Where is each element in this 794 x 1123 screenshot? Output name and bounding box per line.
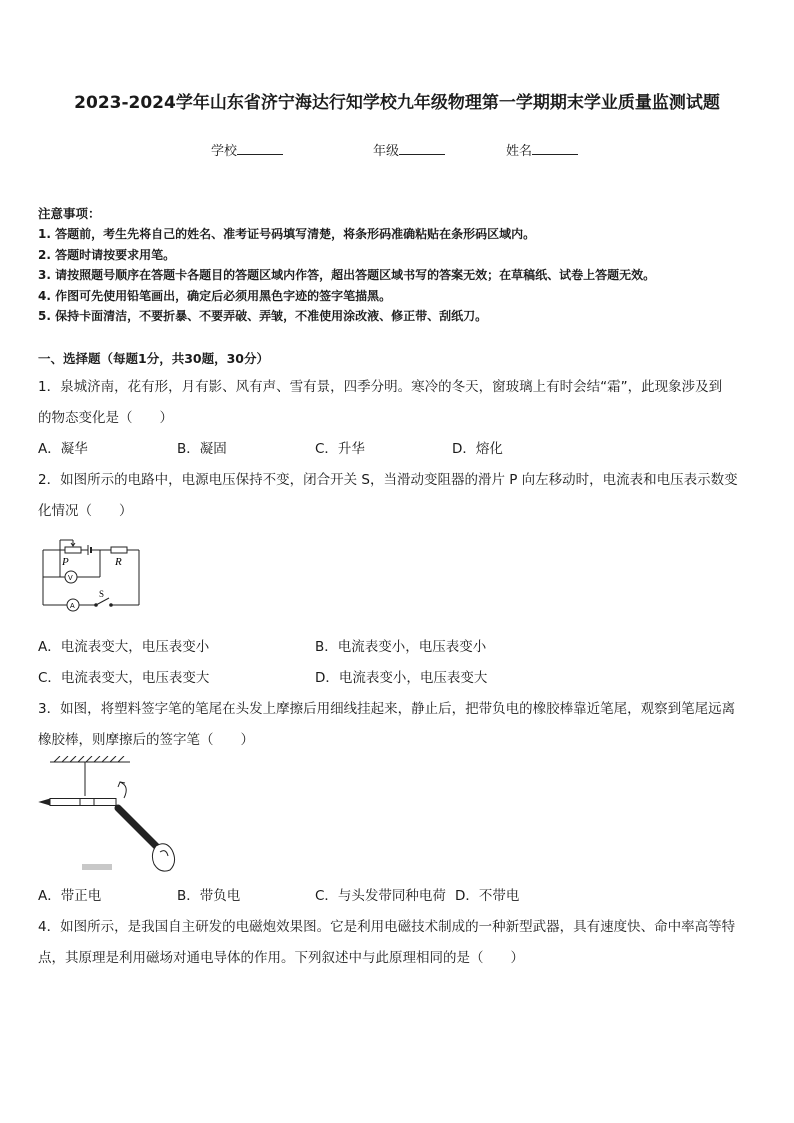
label-s: S bbox=[99, 589, 105, 599]
question-2-option-d[interactable]: D．电流表变小，电压表变大 bbox=[315, 670, 488, 686]
question-2-option-a[interactable]: A．电流表变大，电压表变小 bbox=[38, 639, 210, 655]
rubber-rod-icon bbox=[118, 808, 160, 850]
question-3-option-b[interactable]: B．带负电 bbox=[177, 888, 241, 904]
label-r: R bbox=[115, 556, 122, 568]
name-label: 姓名 bbox=[506, 144, 533, 159]
circuit-diagram bbox=[38, 532, 144, 612]
question-2-stem: 2．如图所示的电路中，电源电压保持不变，闭合开关 S，当滑动变阻器的滑片 P 向左移动时，电流表和电压表示数变 bbox=[38, 472, 738, 488]
question-3-stem: 3．如图，将塑料签字笔的笔尾在头发上摩擦后用细线挂起来，静止后，把带负电的橡胶棒靠近笔尾，观察到笔尾远离 bbox=[38, 701, 736, 717]
question-4-stem: 4．如图所示，是我国自主研发的电磁炮效果图。它是利用电磁技术制成的一种新型武器，具有速度快、命中率高等特 bbox=[38, 919, 736, 935]
question-1-option-c[interactable]: C．升华 bbox=[315, 441, 365, 457]
label-v: V bbox=[68, 575, 73, 582]
name-blank[interactable] bbox=[532, 143, 578, 155]
note-item: 1. 答题前，考生先将自己的姓名、准考证号码填写清楚，将条形码准确粘贴在条形码区域内。 bbox=[38, 227, 536, 241]
question-2-option-c[interactable]: C．电流表变大，电压表变大 bbox=[38, 670, 210, 686]
ceiling-hatch-icon bbox=[54, 756, 124, 762]
pen-icon bbox=[40, 799, 50, 805]
question-3-stem-2: 橡胶棒，则摩擦后的签字笔（ ） bbox=[38, 732, 254, 748]
question-1-option-a[interactable]: A．凝华 bbox=[38, 441, 88, 457]
grade-field bbox=[373, 140, 445, 159]
pen-figure bbox=[38, 756, 183, 874]
switch-icon bbox=[96, 598, 109, 605]
question-4-stem-2: 点，其原理是利用磁场对通电导体的作用。下列叙述中与此原理相同的是（ ） bbox=[38, 950, 524, 966]
note-item: 3. 请按照题号顺序在答题卡各题目的答题区域内作答，超出答题区域书写的答案无效；在草稿纸、试卷上答题无效。 bbox=[38, 268, 656, 282]
section-title: 一、选择题（每题1分，共30题，30分） bbox=[38, 351, 269, 366]
arrow-icon bbox=[120, 782, 126, 798]
grade-blank[interactable] bbox=[399, 143, 445, 155]
watermark-blur bbox=[82, 864, 112, 870]
question-2-option-b[interactable]: B．电流表变小，电压表变小 bbox=[315, 639, 487, 655]
grade-label: 年级 bbox=[373, 144, 400, 159]
school-label: 学校 bbox=[211, 144, 238, 159]
note-item: 4. 作图可先使用铅笔画出，确定后必须用黑色字迹的签字笔描黑。 bbox=[38, 289, 392, 303]
page-title: 2023-2024学年山东省济宁海达行知学校九年级物理第一学期期末学业质量监测试题 bbox=[74, 93, 720, 113]
question-2-stem-2: 化情况（ ） bbox=[38, 503, 133, 519]
question-1-option-b[interactable]: B．凝固 bbox=[177, 441, 227, 457]
note-item: 5. 保持卡面清洁，不要折暴、不要弄破、弄皱，不准使用涂改液、修正带、刮纸刀。 bbox=[38, 309, 488, 323]
question-1-option-d[interactable]: D．熔化 bbox=[452, 441, 503, 457]
resistor-icon bbox=[111, 547, 127, 553]
school-field bbox=[211, 140, 283, 159]
hand-icon bbox=[152, 844, 174, 871]
question-1-stem: 1．泉城济南，花有形，月有影、风有声、雪有景，四季分明。寒冷的冬天，窗玻璃上有时会结“霜”，此现象涉及到 bbox=[38, 379, 723, 395]
question-3-option-a[interactable]: A．带正电 bbox=[38, 888, 102, 904]
notes-heading: 注意事项： bbox=[38, 206, 101, 221]
name-field bbox=[506, 140, 578, 159]
question-1-stem-2: 的物态变化是（ ） bbox=[38, 410, 173, 426]
label-p: P bbox=[62, 556, 69, 568]
label-a: A bbox=[70, 603, 75, 610]
rheostat-icon bbox=[65, 547, 81, 553]
question-3-option-d[interactable]: D．不带电 bbox=[455, 888, 520, 904]
question-3-option-c[interactable]: C．与头发带同种电荷 bbox=[315, 888, 446, 904]
school-blank[interactable] bbox=[237, 143, 283, 155]
note-item: 2. 答题时请按要求用笔。 bbox=[38, 248, 176, 262]
